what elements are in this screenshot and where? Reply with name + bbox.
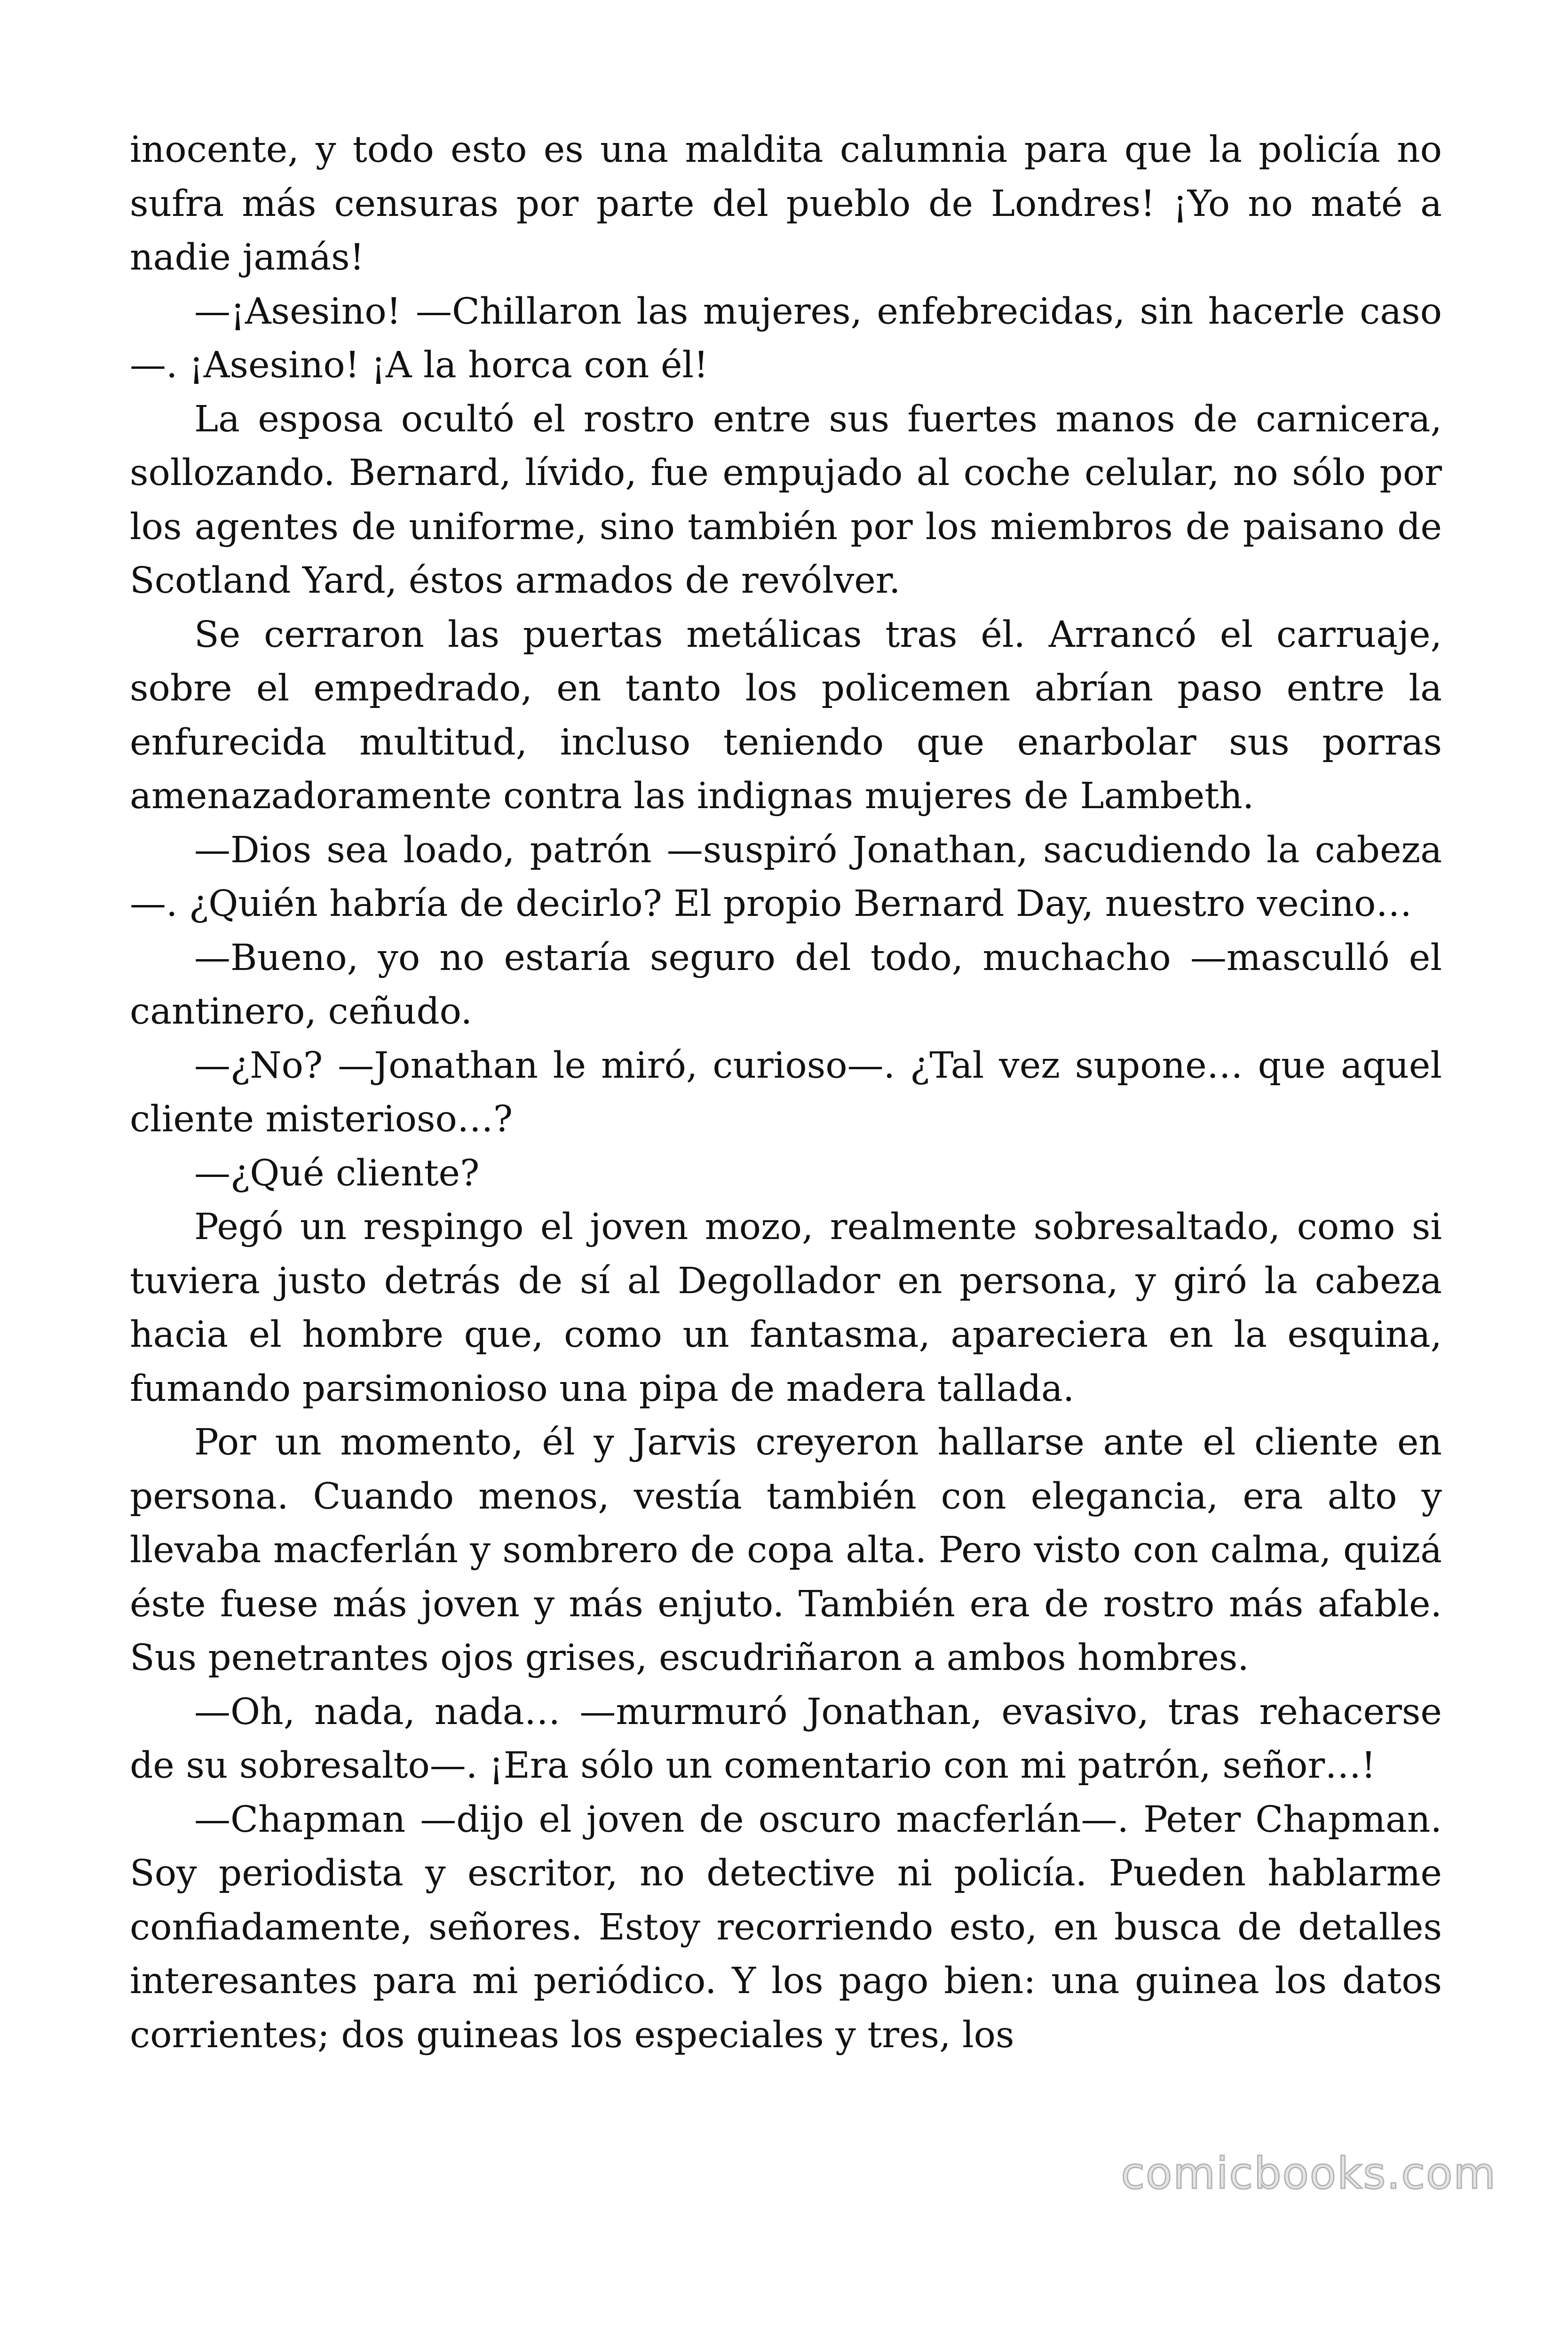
- paragraph-7: —¿No? —Jonathan le miró, curioso—. ¿Tal vez supone… que aquel cliente misterioso…?: [130, 1044, 1442, 1140]
- paragraph-1: inocente, y todo esto es una maldita calumnia para que la policía no sufra más censuras por parte del pueblo de Londres! ¡Yo no maté a nadie jamás!: [130, 129, 1442, 278]
- paragraph-12: —Chapman —dijo el joven de oscuro macferlán—. Peter Chapman. Soy periodista y escritor, no detective ni policía. Pueden hablarme confiadamente, señores. Estoy recorriendo esto, en busca de detalles interesantes para mi periódico. Y los pago bien: una guinea los datos corrientes; dos guineas los especiales y tres, los: [130, 1798, 1442, 2056]
- paragraph-5: —Dios sea loado, patrón —suspiró Jonathan, sacudiendo la cabeza—. ¿Quién habría de decirlo? El propio Bernard Day, nuestro vecino…: [130, 829, 1442, 925]
- paragraph-4: Se cerraron las puertas metálicas tras él. Arrancó el carruaje, sobre el empedrado, en tanto los policemen abrían paso entre la enfurecida multitud, incluso teniendo que enarbolar sus porras amenazadoramente contra las indignas mujeres de Lambeth.: [130, 613, 1442, 817]
- paragraph-3: La esposa ocultó el rostro entre sus fuertes manos de carnicera, sollozando. Bernard, lívido, fue empujado al coche celular, no sólo por los agentes de uniforme, sino también por los miembros de paisano de Scotland Yard, éstos armados de revólver.: [130, 398, 1442, 602]
- paragraph-2: —¡Asesino! —Chillaron las mujeres, enfebrecidas, sin hacerle caso—. ¡Asesino! ¡A la horca con él!: [130, 290, 1442, 386]
- paragraph-8: —¿Qué cliente?: [194, 1152, 480, 1194]
- paragraph-10: Por un momento, él y Jarvis creyeron hallarse ante el cliente en persona. Cuando menos, vestía también con elegancia, era alto y llevaba macferlán y sombrero de copa alta. Pero visto con calma, quizá éste fuese más joven y más enjuto. También era de rostro más afable. Sus penetrantes ojos grises, escudriñaron a ambos hombres.: [130, 1422, 1442, 1679]
- paragraph-9: Pegó un respingo el joven mozo, realmente sobresaltado, como si tuviera justo detrás de sí al Degollador en persona, y giró la cabeza hacia el hombre que, como un fantasma, apareciera en la esquina, fumando parsimonioso una pipa de madera tallada.: [130, 1206, 1442, 1410]
- watermark: comicbooks.com: [1121, 2148, 1497, 2199]
- paragraph-6: —Bueno, yo no estaría seguro del todo, muchacho —masculló el cantinero, ceñudo.: [130, 937, 1442, 1033]
- paragraph-11: —Oh, nada, nada… —murmuró Jonathan, evasivo, tras rehacerse de su sobresalto—. ¡Era sólo un comentario con mi patrón, señor…!: [130, 1691, 1442, 1787]
- page-body: [130, 123, 1442, 2062]
